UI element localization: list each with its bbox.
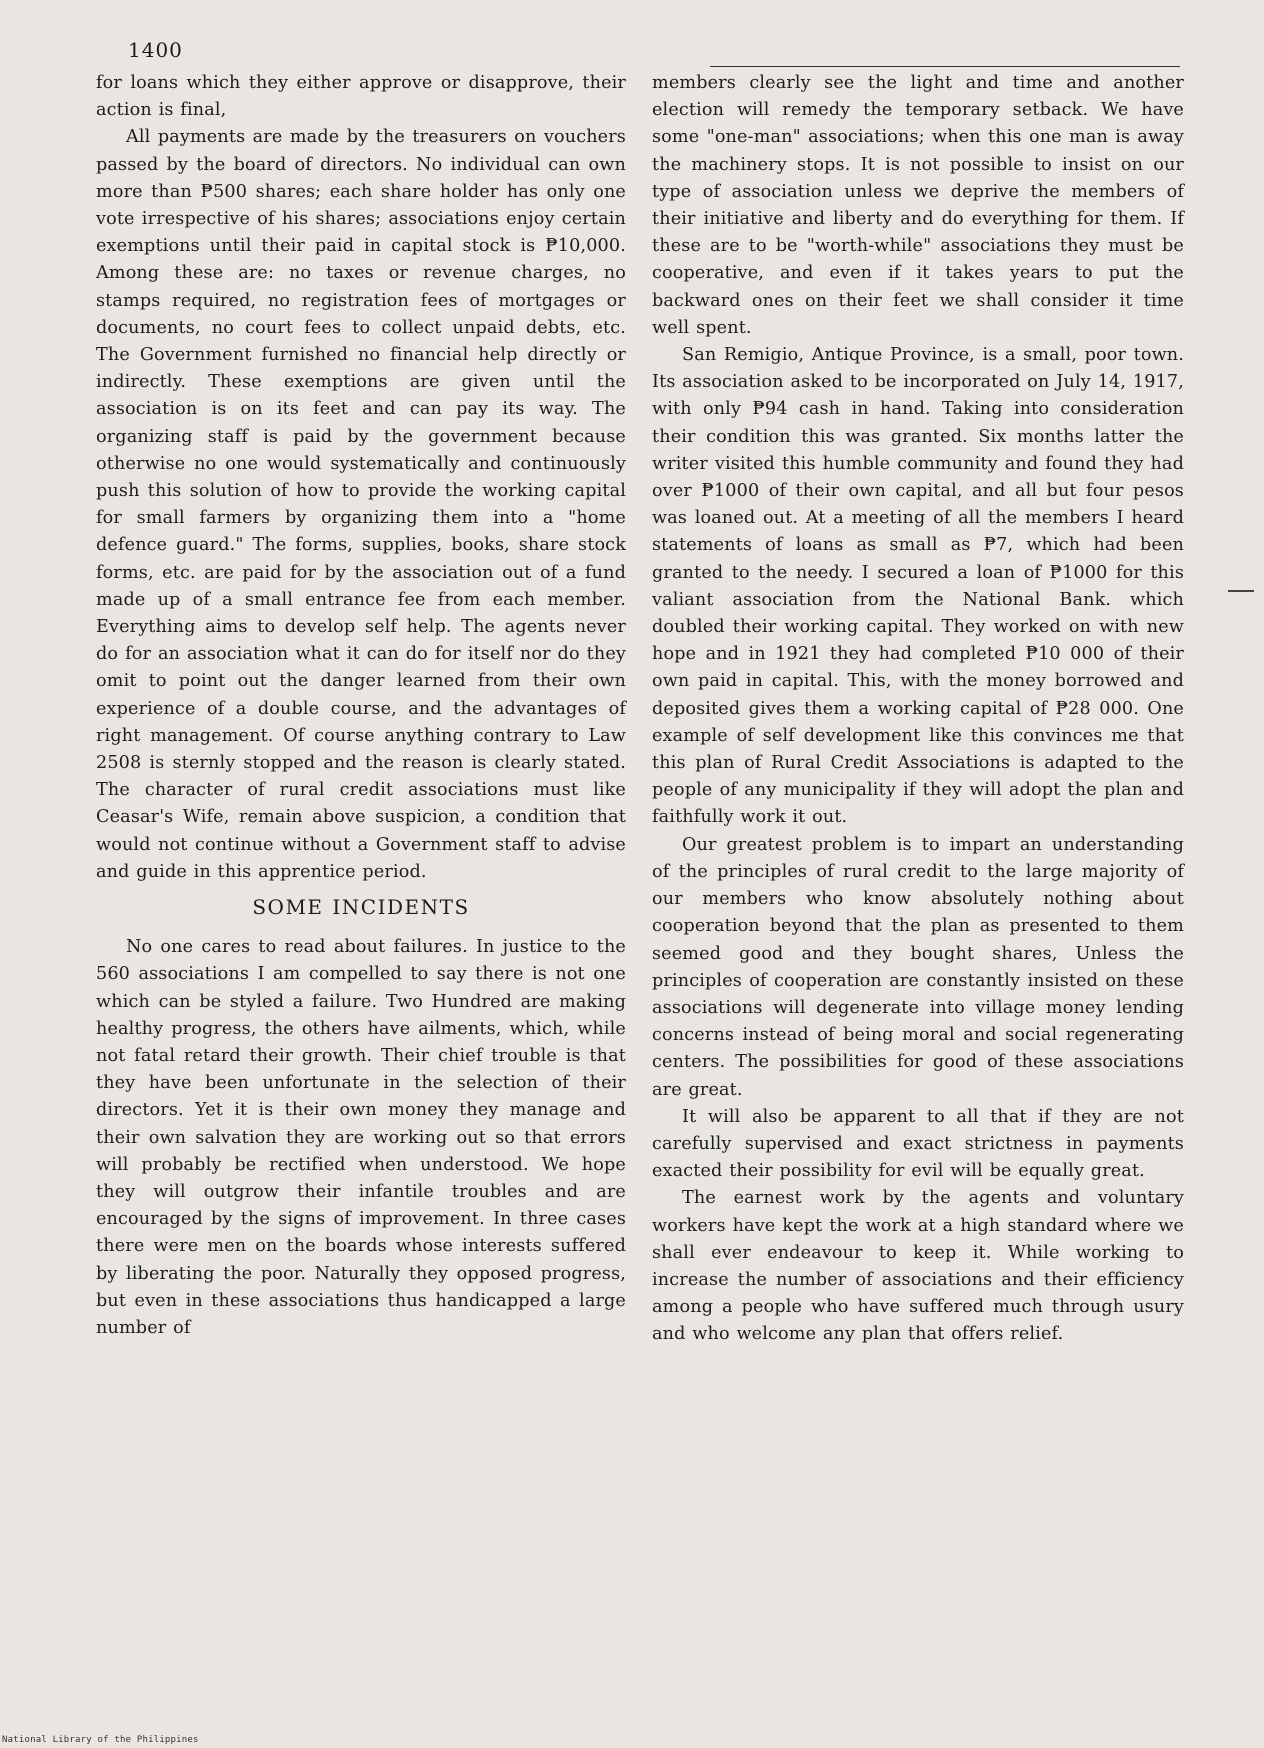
page-number: 1400 (128, 38, 183, 62)
left-paragraph-payments: All payments are made by the treasurers on vouchers passed by the board of directors. No individual can own more than ₱500 shares; each share holder has only one vote irrespective of his shares; associations enjoy certain exemptions until their paid in capital stock is ₱10,000. Among these are: no taxes or revenue charges, no stamps required, no registration fees of mortgages or documents, no court fees to collect unpaid debts, etc. The Government furnished no financial help directly or indirectly. These exemptions are given until the association is on its feet and can pay its way. The organizing staff is paid by the government because otherwise no one would systematically and continuously push this solution of how to provide the working capital for small farmers by organizing them into a "home defence guard." The forms, supplies, books, share stock forms, etc. are paid for by the association out of a fund made up of a small entrance fee from each member. Everything aims to develop self help. The agents never do for an association what it can do for itself nor do they omit to point out the danger learned from their own experience of a double course, and the advantages of right management. Of course anything contrary to Law 2508 is sternly stopped and the reason is clearly stated. The character of rural credit associations must like Ceasar's Wife, remain above suspicion, a condition that would not continue without a Government staff to advise and guide in this apprentice period. (96, 127, 626, 882)
margin-mark (1228, 590, 1254, 592)
right-column (652, 70, 1184, 1349)
library-credit: National Library of the Philippines (2, 1735, 199, 1745)
right-paragraph-san-remigio: San Remigio, Antique Province, is a small, poor town. Its association asked to be incorporated on July 14, 1917, with only ₱94 cash in hand. Taking into consideration their condition this was granted. Six months latter the writer visited this humble community and found they had over ₱1000 of their own capital, and all but four pesos was loaned out. At a meeting of all the members I heard statements of loans as small as ₱7, which had been granted to the needy. I secured a loan of ₱1000 for this valiant association from the National Bank. which doubled their working capital. They worked on with new hope and in 1921 they had completed ₱10 000 of their own paid in capital. This, with the money borrowed and deposited gives them a working capital of ₱28 000. One example of self development like this convinces me that this plan of Rural Credit Associations is adapted to the people of any municipality if they will adopt the plan and faithfully work it out. (652, 345, 1184, 828)
left-column (96, 70, 626, 1342)
section-heading-some-incidents: SOME INCIDENTS (252, 895, 470, 920)
right-paragraph-greatest-problem: Our greatest problem is to impart an understanding of the principles of rural credit to the large majority of our members who know absolutely nothing about cooperation beyond that the plan as presented to them seemed good and they bought shares, Unless the principles of cooperation are constantly insisted on these associations will degenerate into village money lending concerns instead of being moral and social regenerating centers. The possibilities for good of these associations are great. (652, 834, 1184, 1100)
left-paragraph-incidents: No one cares to read about failures. In justice to the 560 associations I am compelled to say there is not one which can be styled a failure. Two Hundred are making healthy progress, the others have ailments, which, while not fatal retard their growth. Their chief trouble is that they have been unfortunate in the selection of their directors. Yet it is their own money they manage and their own salvation they are working out so that errors will probably be rectified when understood. We hope they will outgrow their infantile troubles and are encouraged by the signs of improvement. In three cases there were men on the boards whose interests suffered by liberating the poor. Naturally they opposed progress, but even in these associations thus handicapped a large number of (96, 937, 626, 1338)
right-paragraph-earnest-work: The earnest work by the agents and voluntary workers have kept the work at a high standard where we shall ever endeavour to keep it. While working to increase the number of associations and their efficiency among a people who have suffered much through usury and who welcome any plan that offers relief. (652, 1188, 1184, 1345)
header-rule (710, 66, 1180, 67)
right-paragraph-supervision: It will also be apparent to all that if they are not carefully supervised and exact strictness in payments exacted their possibility for evil will be equally great. (652, 1106, 1184, 1182)
left-paragraph-continued: for loans which they either approve or disapprove, their action is final, (96, 73, 626, 121)
right-paragraph-continued: members clearly see the light and time and another election will remedy the temporary setback. We have some "one-man" associations; when this one man is away the machinery stops. It is not possible to insist on our type of association unless we deprive the members of their initiative and liberty and do everything for them. If these are to be "worth-while" associations they must be cooperative, and even if it takes years to put the backward ones on their feet we shall consider it time well spent. (652, 73, 1184, 338)
